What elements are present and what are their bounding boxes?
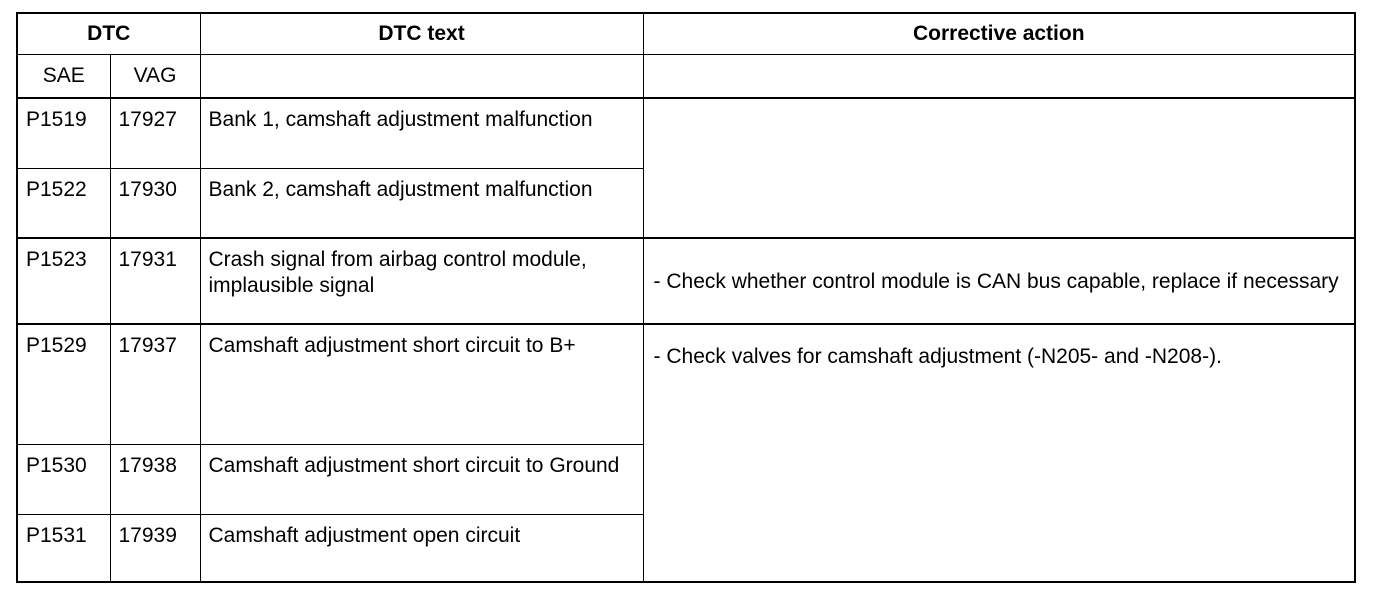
vag-code: 17939 [110,514,200,582]
subheader-vag: VAG [110,55,200,99]
table-row [17,324,1355,444]
sae-code: P1519 [17,98,110,168]
subheader-empty-text [200,55,643,99]
header-dtc: DTC [17,13,200,55]
corrective-action-valves: - Check valves for camshaft adjustment (-N205- and -N208-). [643,324,1355,582]
subheader-sae: SAE [17,55,110,99]
sae-code: P1531 [17,514,110,582]
subheader-empty-action [643,55,1355,99]
corrective-action-can-bus: - Check whether control module is CAN bus capable, replace if necessary [643,238,1355,324]
table-row [17,98,1355,168]
sae-code: P1523 [17,238,110,324]
dtc-description: Bank 2, camshaft adjustment malfunction [200,168,643,238]
table-row [17,238,1355,324]
dtc-description: Camshaft adjustment short circuit to Ground [200,444,643,514]
subheader-row [17,55,1355,99]
sae-code: P1522 [17,168,110,238]
sae-code: P1529 [17,324,110,444]
dtc-description: Bank 1, camshaft adjustment malfunction [200,98,643,168]
corrective-action-empty [643,98,1355,238]
vag-code: 17938 [110,444,200,514]
sae-code: P1530 [17,444,110,514]
vag-code: 17931 [110,238,200,324]
dtc-table [16,12,1356,583]
vag-code: 17937 [110,324,200,444]
vag-code: 17927 [110,98,200,168]
vag-code: 17930 [110,168,200,238]
header-dtc-text: DTC text [200,13,643,55]
dtc-description: Crash signal from airbag control module, implausible signal [200,238,643,324]
header-corrective-action: Corrective action [643,13,1355,55]
dtc-description: Camshaft adjustment open circuit [200,514,643,582]
dtc-description: Camshaft adjustment short circuit to B+ [200,324,643,444]
header-row [17,13,1355,55]
